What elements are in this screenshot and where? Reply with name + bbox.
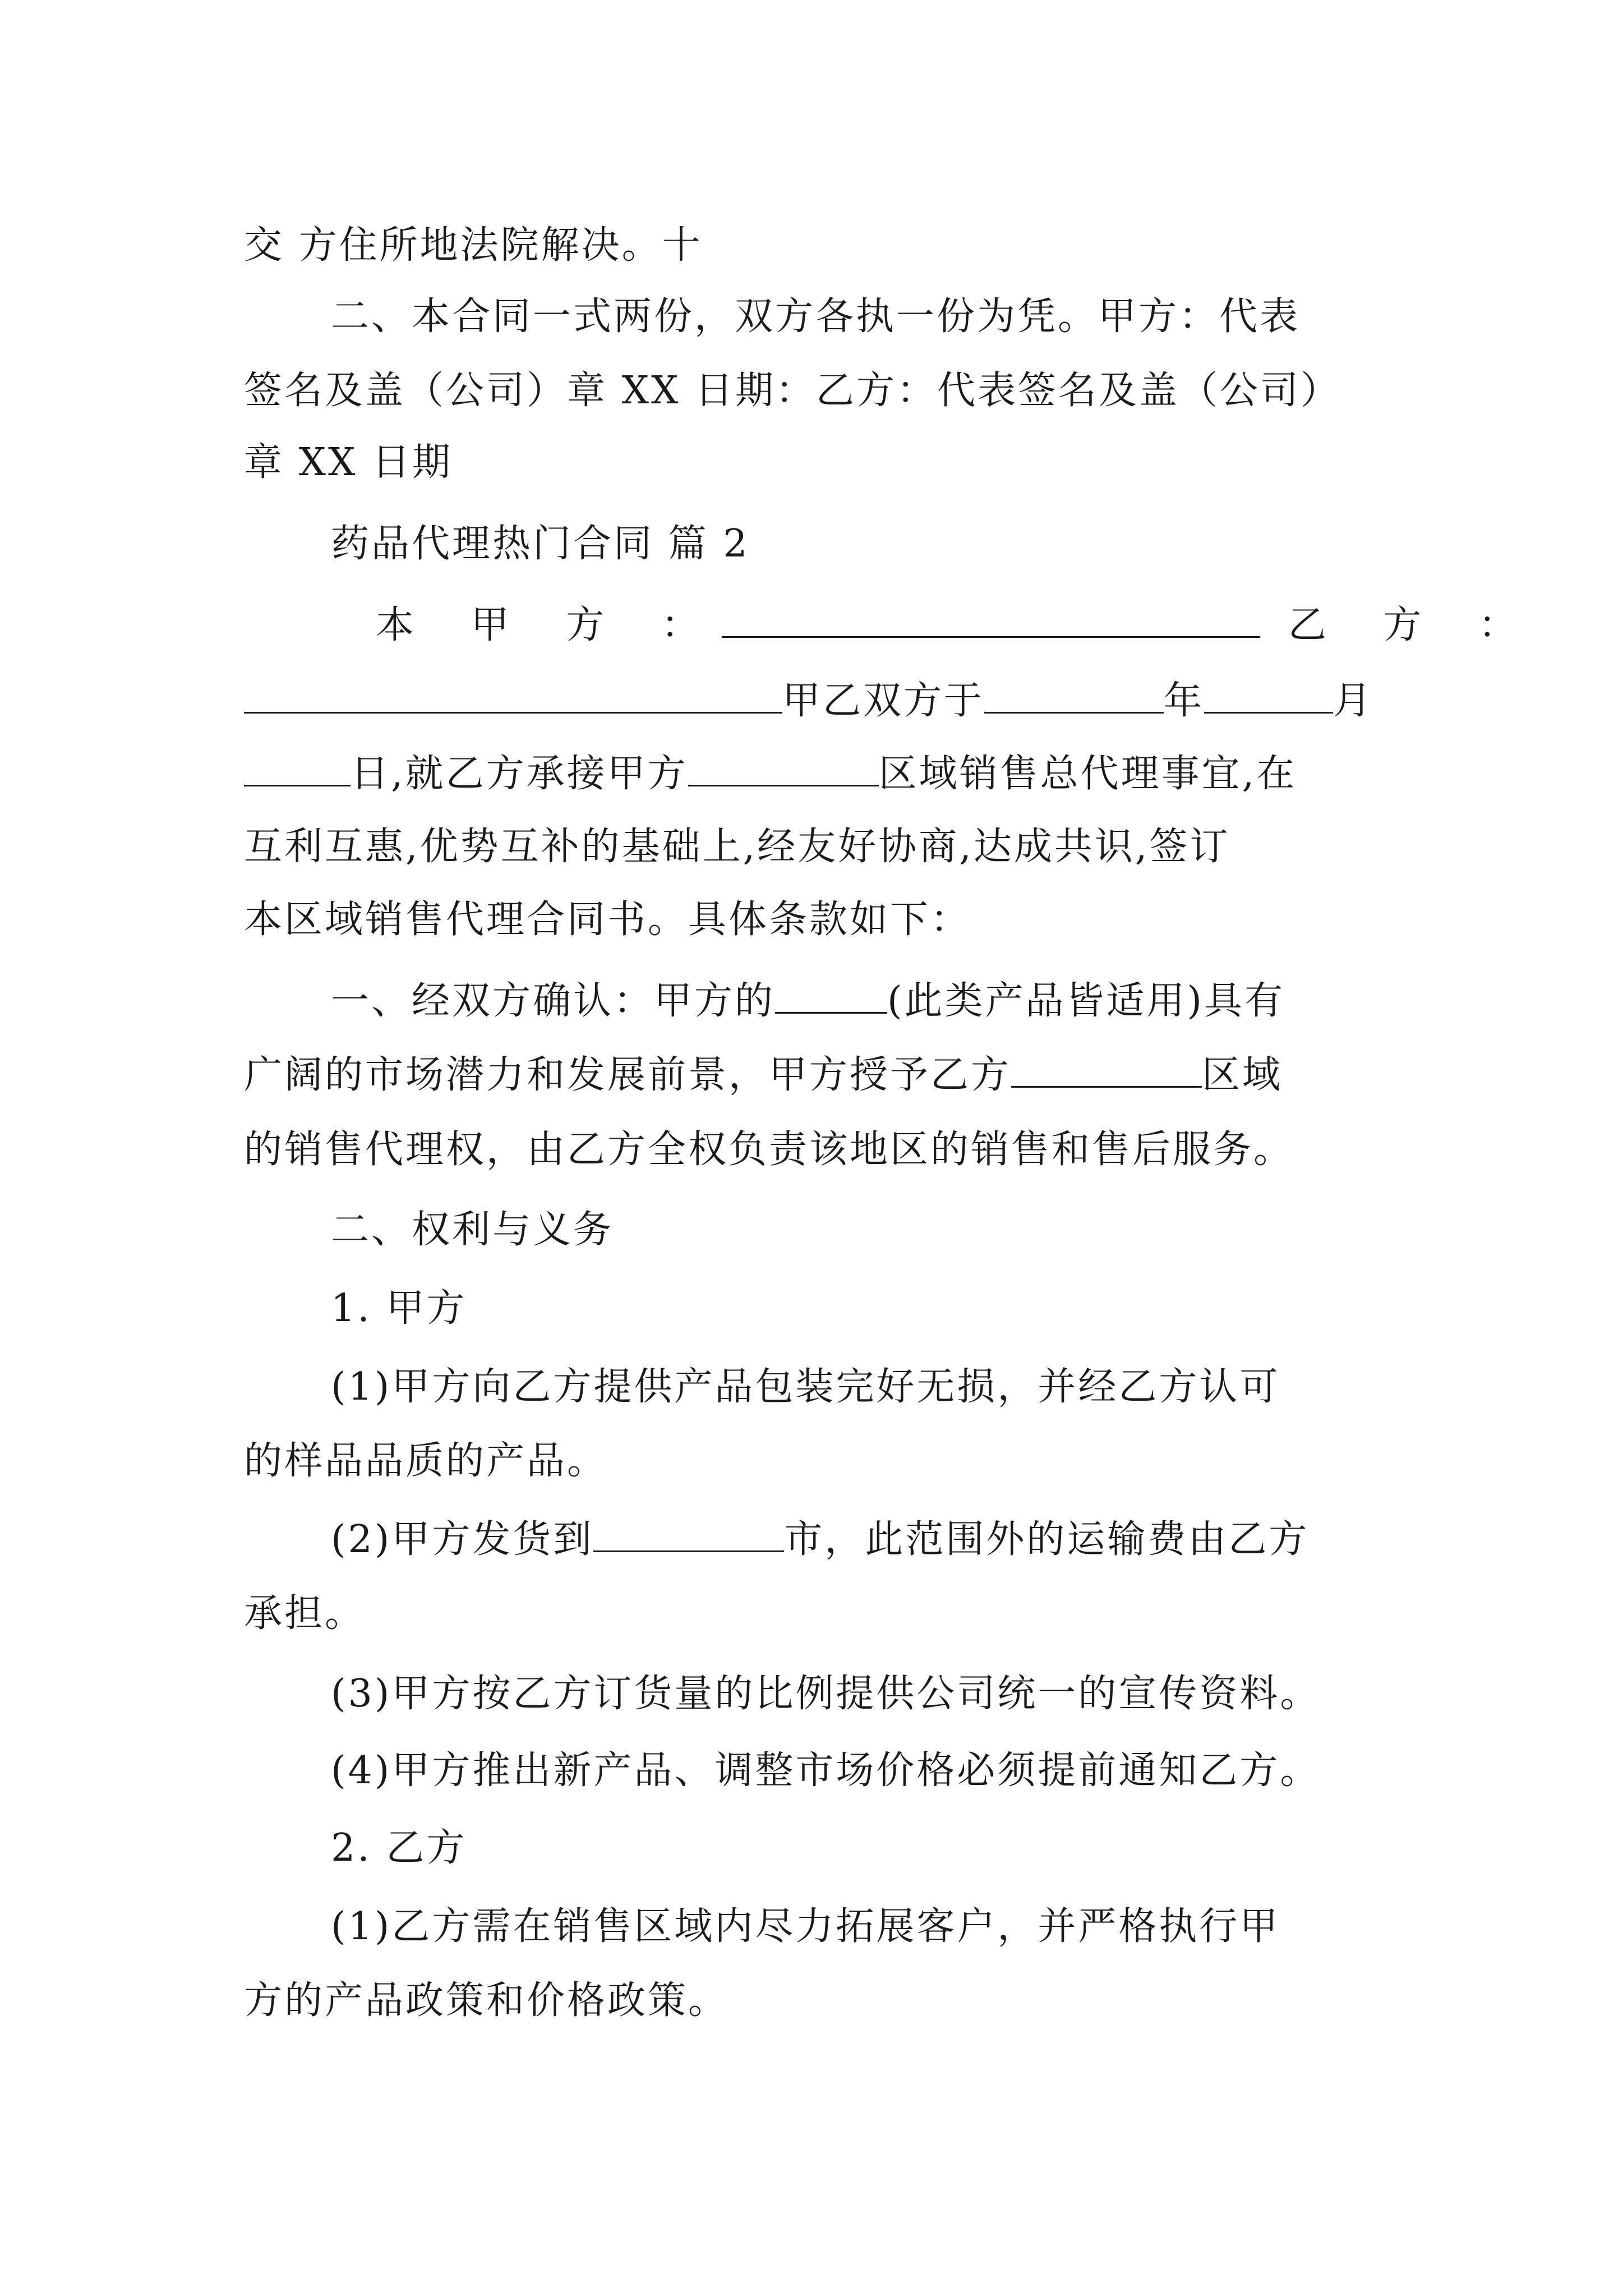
day-text: 日,就乙方承接甲方 bbox=[351, 752, 688, 796]
party-b-blank bbox=[244, 677, 782, 714]
party-b-label: 乙 方 ： bbox=[1288, 603, 1539, 647]
product-blank bbox=[775, 977, 887, 1014]
region-text: 区域销售总代理事宜,在 bbox=[878, 752, 1297, 796]
text-line-23: (1)乙方需在销售区域内尽力拓展客户，并严格执行甲 bbox=[331, 1904, 1280, 1949]
text-line-1: 交 方住所地法院解决。十 bbox=[244, 223, 703, 268]
text-line-17: 的样品品质的产品。 bbox=[244, 1439, 608, 1483]
clause-1-text-4: 区域 bbox=[1202, 1053, 1283, 1097]
region-blank-1 bbox=[688, 750, 879, 786]
clause-1-line-2 bbox=[244, 1050, 1388, 1101]
party-a-blank bbox=[722, 601, 1260, 638]
text-line-20: (3)甲方按乙方订货量的比例提供公司统一的宣传资料。 bbox=[331, 1672, 1321, 1716]
date-line bbox=[244, 676, 1388, 726]
year-label: 年 bbox=[1164, 679, 1205, 723]
region-blank-2 bbox=[1011, 1051, 1202, 1088]
party-a-heading: 1. 甲方 bbox=[331, 1286, 467, 1331]
text-line-19: 承担。 bbox=[244, 1591, 366, 1636]
text-line-9: 互利互惠,优势互补的基础上,经友好协商,达成共识,签订 bbox=[244, 825, 1230, 869]
month-blank bbox=[1204, 677, 1333, 714]
text-line-3: 签名及盖（公司）章 XX 日期：乙方：代表签名及盖（公司） bbox=[244, 369, 1341, 413]
text-line-13: 的销售代理权，由乙方全权负责该地区的销售和售后服务。 bbox=[244, 1128, 1294, 1172]
date-intro: 甲乙双方于 bbox=[782, 679, 985, 723]
shipping-text-2: 市，此范围外的运输费由乙方 bbox=[784, 1517, 1310, 1562]
section-heading-rights: 二、权利与义务 bbox=[331, 1208, 614, 1252]
text-line-24: 方的产品政策和价格政策。 bbox=[244, 1978, 729, 2023]
clause-1-text: 一、经双方确认：甲方的 bbox=[331, 979, 776, 1023]
clause-1-line bbox=[331, 976, 1388, 1027]
city-blank bbox=[593, 1516, 784, 1552]
day-blank bbox=[244, 750, 351, 786]
month-label: 月 bbox=[1333, 679, 1374, 723]
clause-1-text-3: 广阔的市场潜力和发展前景，甲方授予乙方 bbox=[244, 1053, 1012, 1097]
day-line bbox=[244, 749, 1388, 799]
text-line-2: 二、本合同一式两份，双方各执一份为凭。甲方：代表 bbox=[331, 295, 1301, 339]
text-line-21: (4)甲方推出新产品、调整市场价格必须提前通知乙方。 bbox=[331, 1749, 1321, 1793]
text-line-4: 章 XX 日期 bbox=[244, 440, 453, 485]
year-blank bbox=[984, 677, 1164, 714]
clause-1-text-2: (此类产品皆适用)具有 bbox=[887, 979, 1285, 1023]
text-line-10: 本区域销售代理合同书。具体条款如下： bbox=[244, 898, 971, 942]
text-line-16: (1)甲方向乙方提供产品包装完好无损，并经乙方认可 bbox=[331, 1365, 1280, 1409]
section-title: 药品代理热门合同 篇 2 bbox=[331, 522, 750, 566]
party-a-line bbox=[376, 600, 1539, 651]
party-b-heading: 2. 乙方 bbox=[331, 1826, 467, 1870]
shipping-line bbox=[331, 1515, 1388, 1565]
party-a-label: 本 甲 方 ： bbox=[376, 603, 722, 647]
shipping-text: (2)甲方发货到 bbox=[331, 1517, 594, 1562]
